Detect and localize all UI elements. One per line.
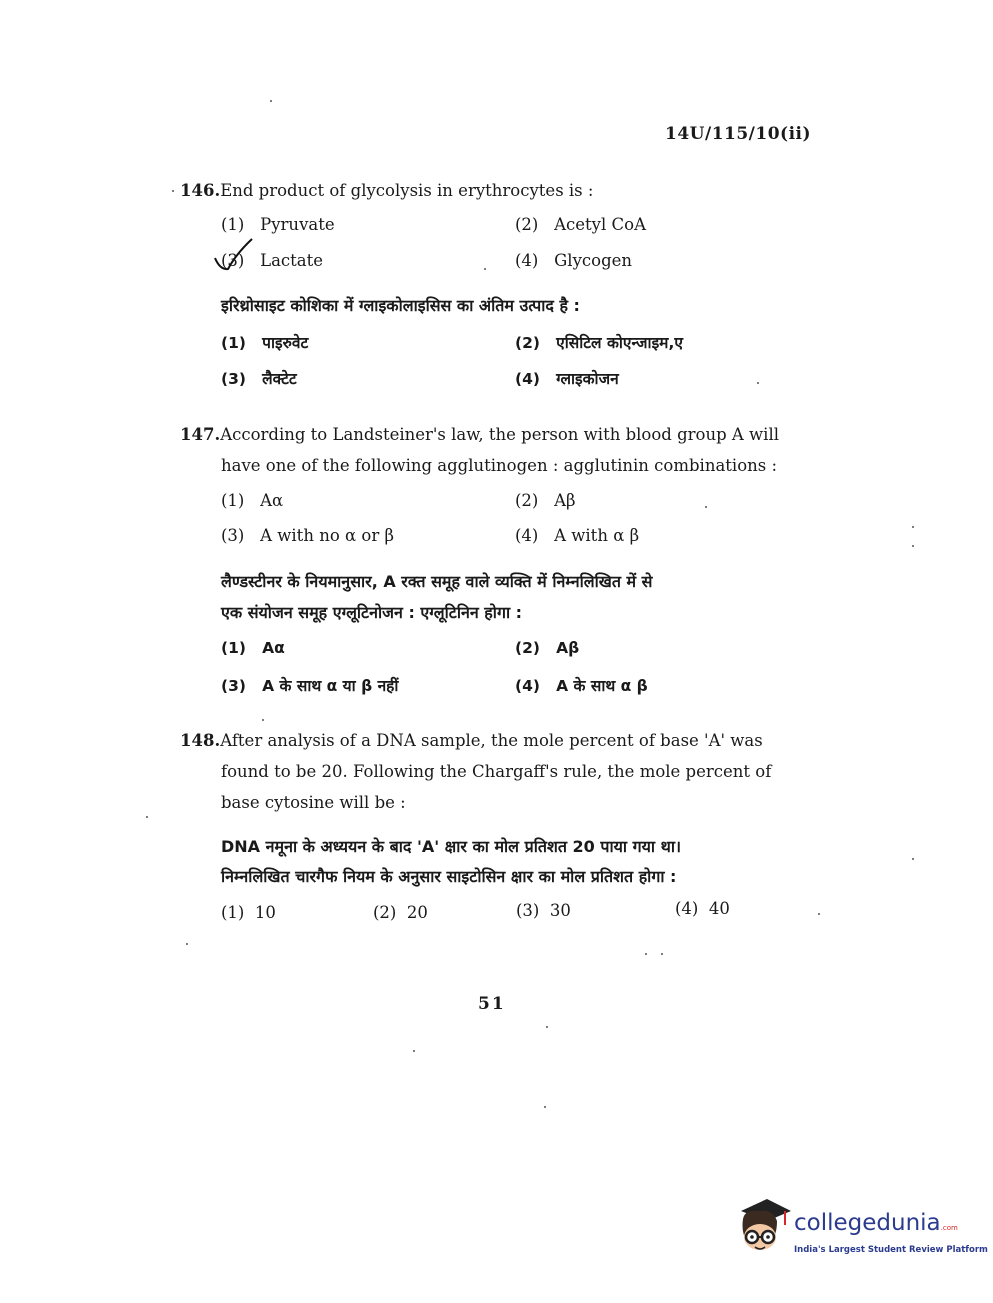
option-1: (1) Pyruvate bbox=[221, 215, 335, 234]
question-text: According to Landsteiner's law, the person with blood group A will bbox=[220, 425, 780, 444]
option-2: (2) 20 bbox=[373, 903, 428, 922]
logo-wordmark: collegedunia.com bbox=[794, 1210, 958, 1236]
option-2: (2) Aβ bbox=[515, 491, 576, 510]
question-146-line bbox=[180, 175, 593, 206]
option-3: (3) 30 bbox=[516, 901, 571, 920]
tick-mark-icon bbox=[212, 236, 256, 276]
option-4: (4) Glycogen bbox=[515, 251, 633, 270]
scan-speck bbox=[757, 382, 759, 384]
scan-speck bbox=[705, 506, 707, 508]
paper-code: 14U/115/10(ii) bbox=[665, 124, 812, 144]
scan-speck bbox=[270, 100, 272, 102]
mascot-icon bbox=[735, 1197, 791, 1259]
scan-speck bbox=[544, 1106, 546, 1108]
question-147-hindi-line2: एक संयोजन समूह एग्लूटिनोजन : एग्लूटिनिन होगा : bbox=[221, 603, 523, 622]
question-number: 147. bbox=[180, 425, 221, 444]
option-4: (4) A with α β bbox=[515, 526, 640, 545]
option-4: (4) 40 bbox=[675, 899, 730, 918]
scan-speck bbox=[912, 858, 914, 860]
question-148-line1 bbox=[180, 725, 763, 756]
page-number: 51 bbox=[478, 994, 506, 1014]
hindi-option-2: (2) Aβ bbox=[515, 639, 580, 657]
question-number: 146. bbox=[180, 181, 221, 200]
question-148-line3: base cytosine will be : bbox=[221, 793, 406, 812]
option-2: (2) Acetyl CoA bbox=[515, 215, 646, 234]
question-147-hindi-line1: लैण्डस्टीनर के नियमानुसार, A रक्त समूह वाले व्यक्ति में निम्नलिखित में से bbox=[221, 572, 653, 591]
scan-speck bbox=[413, 1050, 415, 1052]
scan-speck bbox=[484, 268, 486, 270]
option-1: (1) 10 bbox=[221, 903, 276, 922]
question-146-hindi: इरिथ्रोसाइट कोशिका में ग्लाइकोलाइसिस का अंतिम उत्पाद है : bbox=[221, 296, 580, 315]
question-148-line2: found to be 20. Following the Chargaff's rule, the mole percent of bbox=[221, 762, 772, 781]
scan-speck bbox=[186, 943, 188, 945]
scan-speck bbox=[912, 526, 914, 528]
scan-speck bbox=[661, 953, 663, 955]
hindi-option-4: (4) ग्लाइकोजन bbox=[515, 370, 619, 388]
scan-speck bbox=[912, 545, 914, 547]
hindi-option-4: (4) A के साथ α β bbox=[515, 677, 648, 695]
option-1: (1) Aα bbox=[221, 491, 284, 510]
hindi-option-1: (1) Aα bbox=[221, 639, 285, 657]
hindi-option-2: (2) एसिटिल कोएन्जाइम,ए bbox=[515, 334, 683, 352]
question-text: After analysis of a DNA sample, the mole percent of base 'A' was bbox=[220, 731, 763, 750]
question-147-line1 bbox=[180, 419, 779, 450]
scan-speck bbox=[818, 913, 820, 915]
hindi-option-3: (3) लैक्टेट bbox=[221, 370, 297, 388]
hindi-option-3: (3) A के साथ α या β नहीं bbox=[221, 677, 399, 695]
option-3: (3) Lactate bbox=[221, 251, 324, 270]
scan-speck bbox=[172, 190, 174, 192]
hindi-option-1: (1) पाइरुवेट bbox=[221, 334, 309, 352]
scan-speck bbox=[546, 1026, 548, 1028]
scan-speck bbox=[146, 816, 148, 818]
question-148-hindi-line1: DNA नमूना के अध्ययन के बाद 'A' क्षार का मोल प्रतिशत 20 पाया गया था। bbox=[221, 837, 682, 856]
option-3: (3) A with no α or β bbox=[221, 526, 394, 545]
question-number: 148. bbox=[180, 731, 221, 750]
logo-tagline: India's Largest Student Review Platform bbox=[794, 1245, 988, 1255]
question-text: End product of glycolysis in erythrocytes is : bbox=[220, 181, 594, 200]
question-148-hindi-line2: निम्नलिखित चारगैफ नियम के अनुसार साइटोसिन क्षार का मोल प्रतिशत होगा : bbox=[221, 867, 677, 886]
question-147-line2: have one of the following agglutinogen : agglutinin combinations : bbox=[221, 456, 778, 475]
scan-speck bbox=[262, 719, 264, 721]
scan-speck bbox=[645, 953, 647, 955]
